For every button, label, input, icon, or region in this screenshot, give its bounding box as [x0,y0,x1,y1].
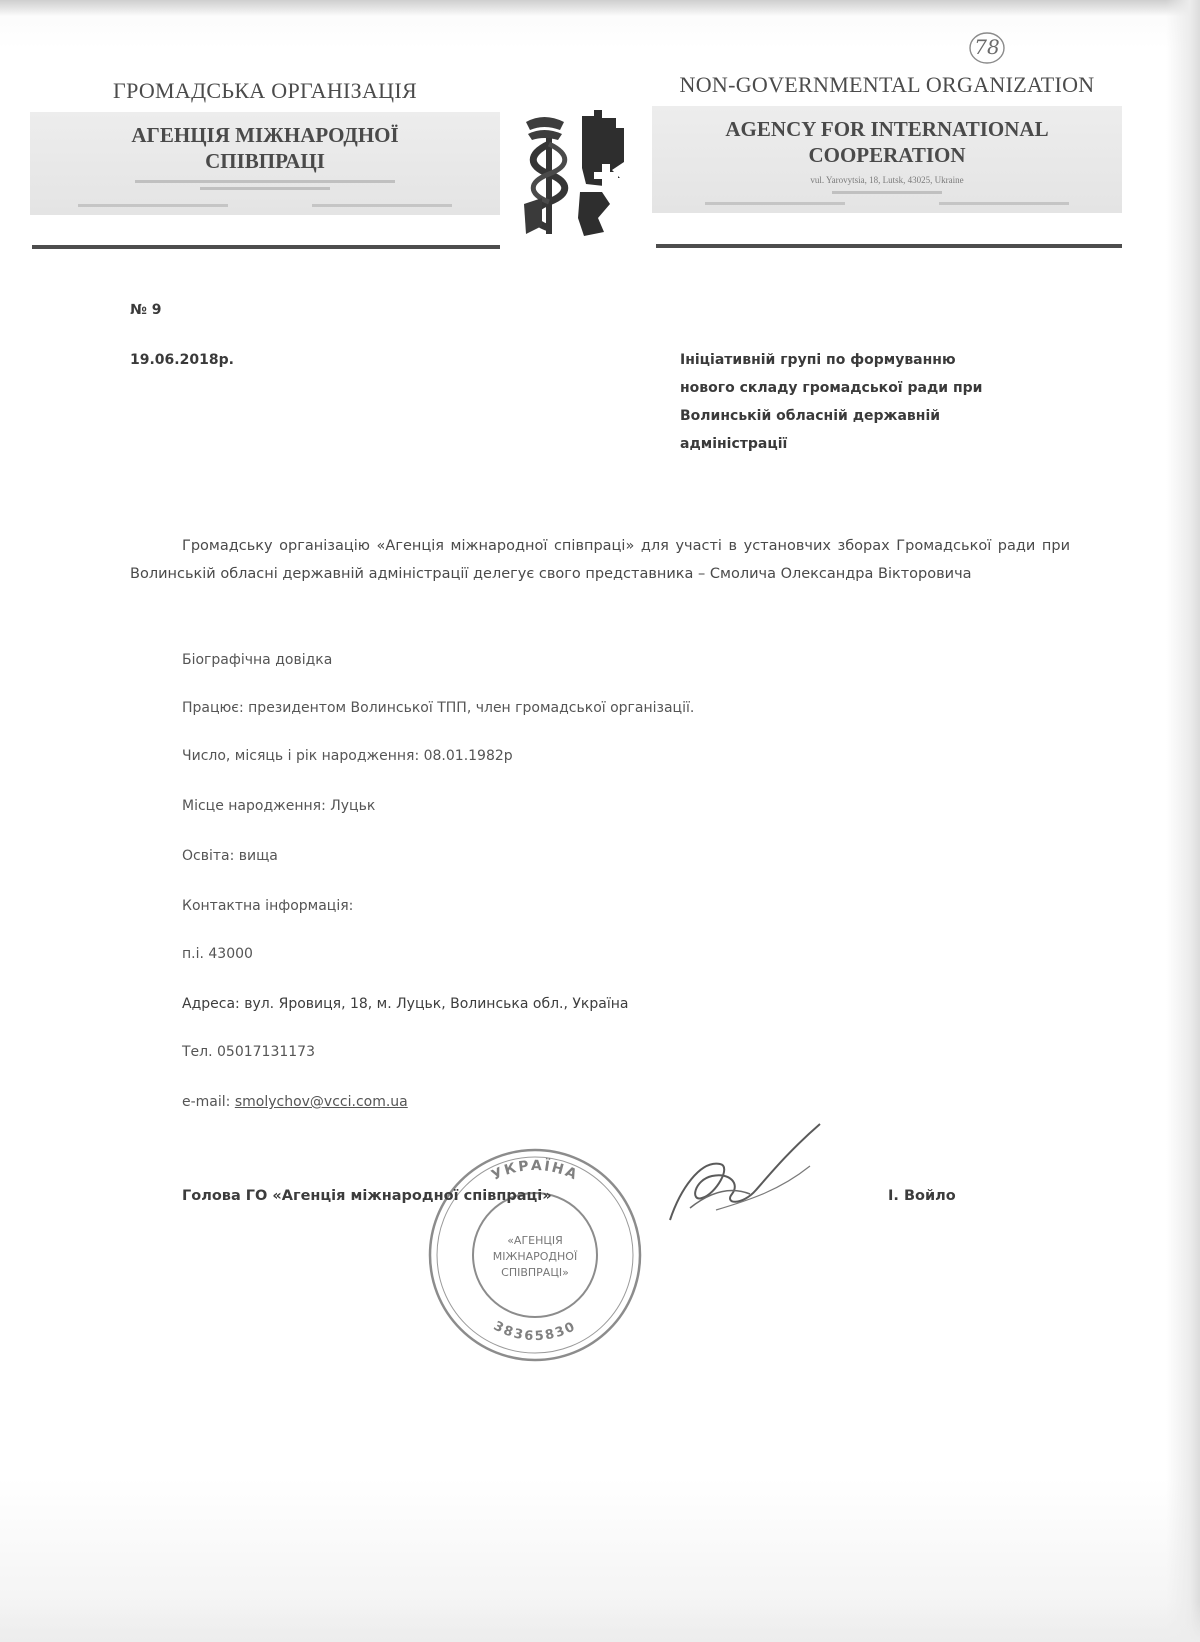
scan-edge-right [1166,0,1200,1642]
stamp-center-line3: СПІВПРАЦІ» [501,1266,569,1279]
bio-contact-heading: Контактна інформація: [182,898,354,914]
bio-address: Адреса: вул. Яровиця, 18, м. Луцьк, Волинська обл., Україна [182,996,629,1012]
address-en: vul. Yarovytsia, 18, Lutsk, 43025, Ukraine [810,175,964,185]
bio-phone: Тел. 05017131173 [182,1044,315,1060]
recipient-line: адміністрації [680,436,788,452]
bio-birth-date: Число, місяць і рік народження: 08.01.1982р [182,748,513,764]
bio-education: Освіта: вища [182,848,278,864]
letter-body: Громадську організацію «Агенція міжнародної співпраці» для участі в установчих зборах Громадської ради при Волинській обласні державній адміністрації делегує свого представника – Смолича Олександра Вікторовича [130,538,1070,582]
recipient-block [680,346,1060,458]
signatory-name: І. Войло [888,1188,956,1204]
email-link[interactable]: smolychov@vcci.com.ua [234,1094,408,1110]
recipient-line: Ініціативній групі по формуванню [680,352,956,368]
recipient-line: нового складу громадської ради при [680,380,983,396]
letterhead-rule-right [656,244,1122,248]
org-name-en-line1: AGENCY FOR INTERNATIONAL [725,117,1049,141]
email-label: e-mail: [182,1094,235,1110]
letterhead-band-left [30,112,500,215]
organization-logo [520,108,640,236]
contacts-en-blur [658,202,1116,205]
letterhead-rule-left [32,245,500,249]
letterhead-right [652,72,1122,213]
letterhead-band-right [652,106,1122,213]
org-name-en-line2: COOPERATION [808,143,966,167]
letterhead-left [30,78,500,215]
bio-postal: п.і. 43000 [182,946,253,962]
official-stamp [420,1140,650,1370]
bio-email-row [182,1094,408,1110]
org-name-ua-line1: АГЕНЦІЯ МІЖНАРОДНОЇ [131,123,399,147]
recipient-line: Волинській обласній державній [680,408,941,424]
bio-heading: Біографічна довідка [182,652,333,668]
handwritten-signature [660,1120,830,1230]
page-number-mark [966,28,1008,66]
document-date: 19.06.2018р. [130,352,234,368]
stamp-outer-top: УКРАЇНА [489,1157,581,1184]
stamp-center-line2: МІЖНАРОДНОЇ [492,1250,578,1263]
org-type-en: NON-GOVERNMENTAL ORGANIZATION [679,72,1095,97]
document-number: № 9 [130,302,162,318]
org-name-ua-line2: СПІВПРАЦІ [205,149,325,173]
address-ua-blur [135,180,395,196]
signatory-position: Голова ГО «Агенція міжнародної співпраці» [182,1188,552,1204]
stamp-code: 38365830 [490,1318,580,1345]
page-number-value: 78 [974,35,1000,59]
stamp-center-line1: «АГЕНЦІЯ [507,1234,563,1247]
svg-text:УКРАЇНА [489,1158,581,1184]
svg-text:38365830 [491,1319,579,1344]
contacts-ua-blur [36,204,494,207]
org-type-ua: ГРОМАДСЬКА ОРГАНІЗАЦІЯ [113,78,417,103]
bio-birth-place: Місце народження: Луцьк [182,798,376,814]
scan-edge-bottom [0,1602,1200,1642]
address-en-phone-blur [832,191,942,194]
scan-edge-top [0,0,1200,16]
bio-work: Працює: президентом Волинської ТПП, член громадської організації. [182,700,695,716]
